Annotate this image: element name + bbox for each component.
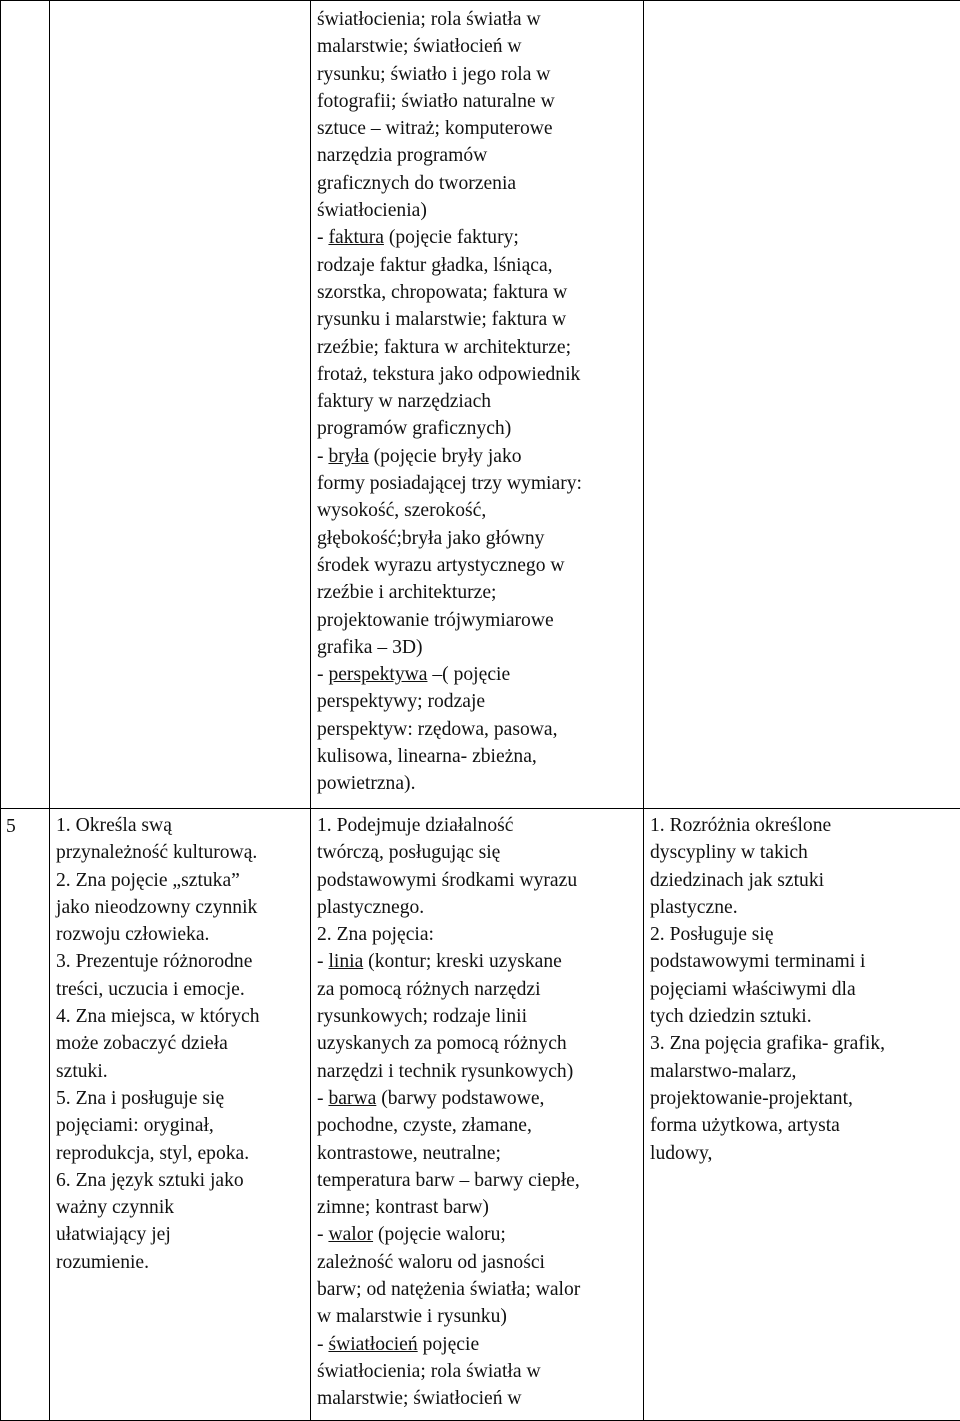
text-line: może zobaczyć dzieła [56, 1033, 228, 1055]
outcomes-cell [644, 1, 960, 809]
text-line: rzeźbie; faktura w architekturze; [317, 336, 572, 358]
text-line: pojęciami właściwymi dla [650, 978, 856, 1000]
text-line: kulisowa, linearna- zbieżna, [317, 746, 537, 768]
term-bryla: bryła [328, 445, 369, 467]
text-line: 1. Określa swą [56, 815, 172, 836]
term-line-swiatlocien [317, 1331, 637, 1358]
text-line: 3. Zna pojęcia grafika- grafik, [650, 1033, 886, 1055]
text-line: 6. Zna język sztuki jako [56, 1169, 244, 1191]
text-line: jako nieodzowny czynnik [56, 896, 258, 918]
row-number [1, 1, 49, 5]
text-line: narzędzia programów [317, 145, 488, 167]
text-line: światłocienia; rola światła w [317, 9, 541, 30]
term-swiatlocien: światłocień [328, 1333, 418, 1355]
term-barwa: barwa [328, 1087, 377, 1109]
requirements-text [50, 1, 310, 6]
text-line: pochodne, czyste, złamane, [317, 1115, 532, 1137]
text-line: podstawowymi środkami wyrazu [317, 869, 578, 891]
requirements-cell [50, 809, 311, 1421]
text-line: reprodukcja, styl, epoka. [56, 1142, 250, 1164]
term-prefix: - [317, 1333, 329, 1355]
content-text [311, 1, 643, 798]
term-prefix: - [317, 951, 329, 973]
text-line: formy posiadającej trzy wymiary: [317, 473, 582, 495]
text-line: sztuce – witraż; komputerowe [317, 118, 553, 140]
text-line: dziedzinach jak sztuki [650, 869, 825, 891]
term-rest: (barwy podstawowe, [376, 1087, 545, 1109]
text-line: plastycznego. [317, 896, 425, 918]
term-prefix: - [317, 664, 329, 686]
term-linia: linia [328, 951, 364, 973]
term-prefix: - [317, 1224, 329, 1246]
text-line: perspektyw: rzędowa, pasowa, [317, 718, 558, 740]
text-line: uzyskanych za pomocą różnych [317, 1033, 567, 1055]
term-rest: (kontur; kreski uzyskane [363, 951, 562, 973]
text-line: powietrzna). [317, 773, 416, 795]
term-rest: (pojęcie waloru; [373, 1224, 506, 1246]
requirements-text [50, 809, 310, 1276]
text-line: światłocienia) [317, 200, 427, 222]
text-line: rzeźbie i architekturze; [317, 582, 497, 604]
text-line: forma użytkowa, artysta [650, 1115, 840, 1137]
term-rest: pojęcie [417, 1333, 480, 1355]
text-line: treści, uczucia i emocje. [56, 978, 245, 1000]
text-line: rozumienie. [56, 1251, 150, 1273]
text-line: rysunkowych; rodzaje linii [317, 1006, 528, 1028]
content-text [311, 809, 643, 1413]
row-number-cell [1, 809, 50, 1421]
text-line: 1. Rozróżnia określone [650, 815, 832, 836]
text-line: projektowanie-projektant, [650, 1087, 853, 1109]
text-line: sztuki. [56, 1060, 108, 1082]
text-line: zależność waloru od jasności [317, 1251, 545, 1273]
text-line: dyscypliny w takich [650, 842, 808, 864]
term-prefix: - [317, 1087, 329, 1109]
content-cell [311, 809, 644, 1421]
text-line: środek wyrazu artystycznego w [317, 554, 565, 576]
text-line: przynależność kulturową. [56, 842, 258, 864]
text-line: programów graficznych) [317, 418, 512, 440]
text-line: 2. Posługuje się [650, 924, 774, 946]
text-line: głębokość;bryła jako główny [317, 527, 545, 549]
text-line: perspektywy; rodzaje [317, 691, 486, 713]
text-line: projektowanie trójwymiarowe [317, 609, 554, 631]
text-line: fotografii; światło naturalne w [317, 90, 555, 112]
text-line: malarstwie; światłocień w [317, 36, 522, 58]
text-line: faktury w narzędziach [317, 391, 492, 413]
text-line: barw; od natężenia światła; walor [317, 1279, 581, 1301]
text-line: 2. Zna pojęcie „sztuka” [56, 869, 240, 891]
text-line: rysunku i malarstwie; faktura w [317, 309, 567, 331]
outcomes-text [644, 809, 960, 1167]
text-line: twórczą, posługując się [317, 842, 501, 864]
text-line: rozwoju człowieka. [56, 924, 210, 946]
text-line: graficznych do tworzenia [317, 172, 517, 194]
outcomes-text [644, 1, 960, 6]
text-line: frotaż, tekstura jako odpowiednik [317, 363, 581, 385]
text-line: 1. Podejmuje działalność [317, 815, 514, 836]
text-line: rysunku; światło i jego rola w [317, 63, 551, 85]
term-line-perspektywa [317, 661, 637, 688]
row-number-cell [1, 1, 50, 809]
text-line: szorstka, chropowata; faktura w [317, 281, 568, 303]
text-line: zimne; kontrast barw) [317, 1197, 489, 1219]
term-prefix: - [317, 445, 329, 467]
text-line: ludowy, [650, 1142, 713, 1164]
outcomes-cell [644, 809, 960, 1421]
text-line: 3. Prezentuje różnorodne [56, 951, 253, 973]
table-row [1, 809, 960, 1421]
text-line: podstawowymi terminami i [650, 951, 866, 973]
text-line: temperatura barw – barwy ciepłe, [317, 1169, 580, 1191]
text-line: 2. Zna pojęcia: [317, 924, 434, 946]
requirements-cell [50, 1, 311, 809]
text-line: wysokość, szerokość, [317, 500, 487, 522]
text-line: 5. Zna i posługuje się [56, 1087, 225, 1109]
text-line: światłocienia; rola światła w [317, 1360, 541, 1382]
content-cell [311, 1, 644, 809]
text-line: pojęciami: oryginał, [56, 1115, 214, 1137]
term-line-faktura [317, 224, 637, 251]
text-line: tych dziedzin sztuki. [650, 1006, 812, 1028]
text-line: 4. Zna miejsca, w których [56, 1006, 260, 1028]
term-faktura: faktura [328, 227, 384, 249]
text-line: grafika – 3D) [317, 636, 423, 658]
term-line-linia [317, 948, 637, 975]
term-line-barwa [317, 1085, 637, 1112]
text-line: malarstwo-malarz, [650, 1060, 797, 1082]
text-line: za pomocą różnych narzędzi [317, 978, 541, 1000]
term-rest: (pojęcie faktury; [383, 227, 519, 249]
text-line: narzędzi i technik rysunkowych) [317, 1060, 574, 1082]
term-line-bryla [317, 443, 637, 470]
text-line: ważny czynnik [56, 1197, 175, 1219]
term-line-walor [317, 1221, 637, 1248]
text-line: ułatwiający jej [56, 1224, 171, 1246]
row-number: 5 [6, 816, 16, 837]
term-perspektywa: perspektywa [328, 664, 428, 686]
term-rest: –( pojęcie [427, 664, 511, 686]
term-rest: (pojęcie bryły jako [368, 445, 522, 467]
term-walor: walor [328, 1224, 374, 1246]
term-prefix: - [317, 227, 329, 249]
table-row [1, 1, 960, 809]
text-line: rodzaje faktur gładka, lśniąca, [317, 254, 553, 276]
text-line: malarstwie; światłocień w [317, 1388, 522, 1410]
text-line: w malarstwie i rysunku) [317, 1306, 507, 1328]
text-line: plastyczne. [650, 896, 738, 918]
text-line: kontrastowe, neutralne; [317, 1142, 501, 1164]
